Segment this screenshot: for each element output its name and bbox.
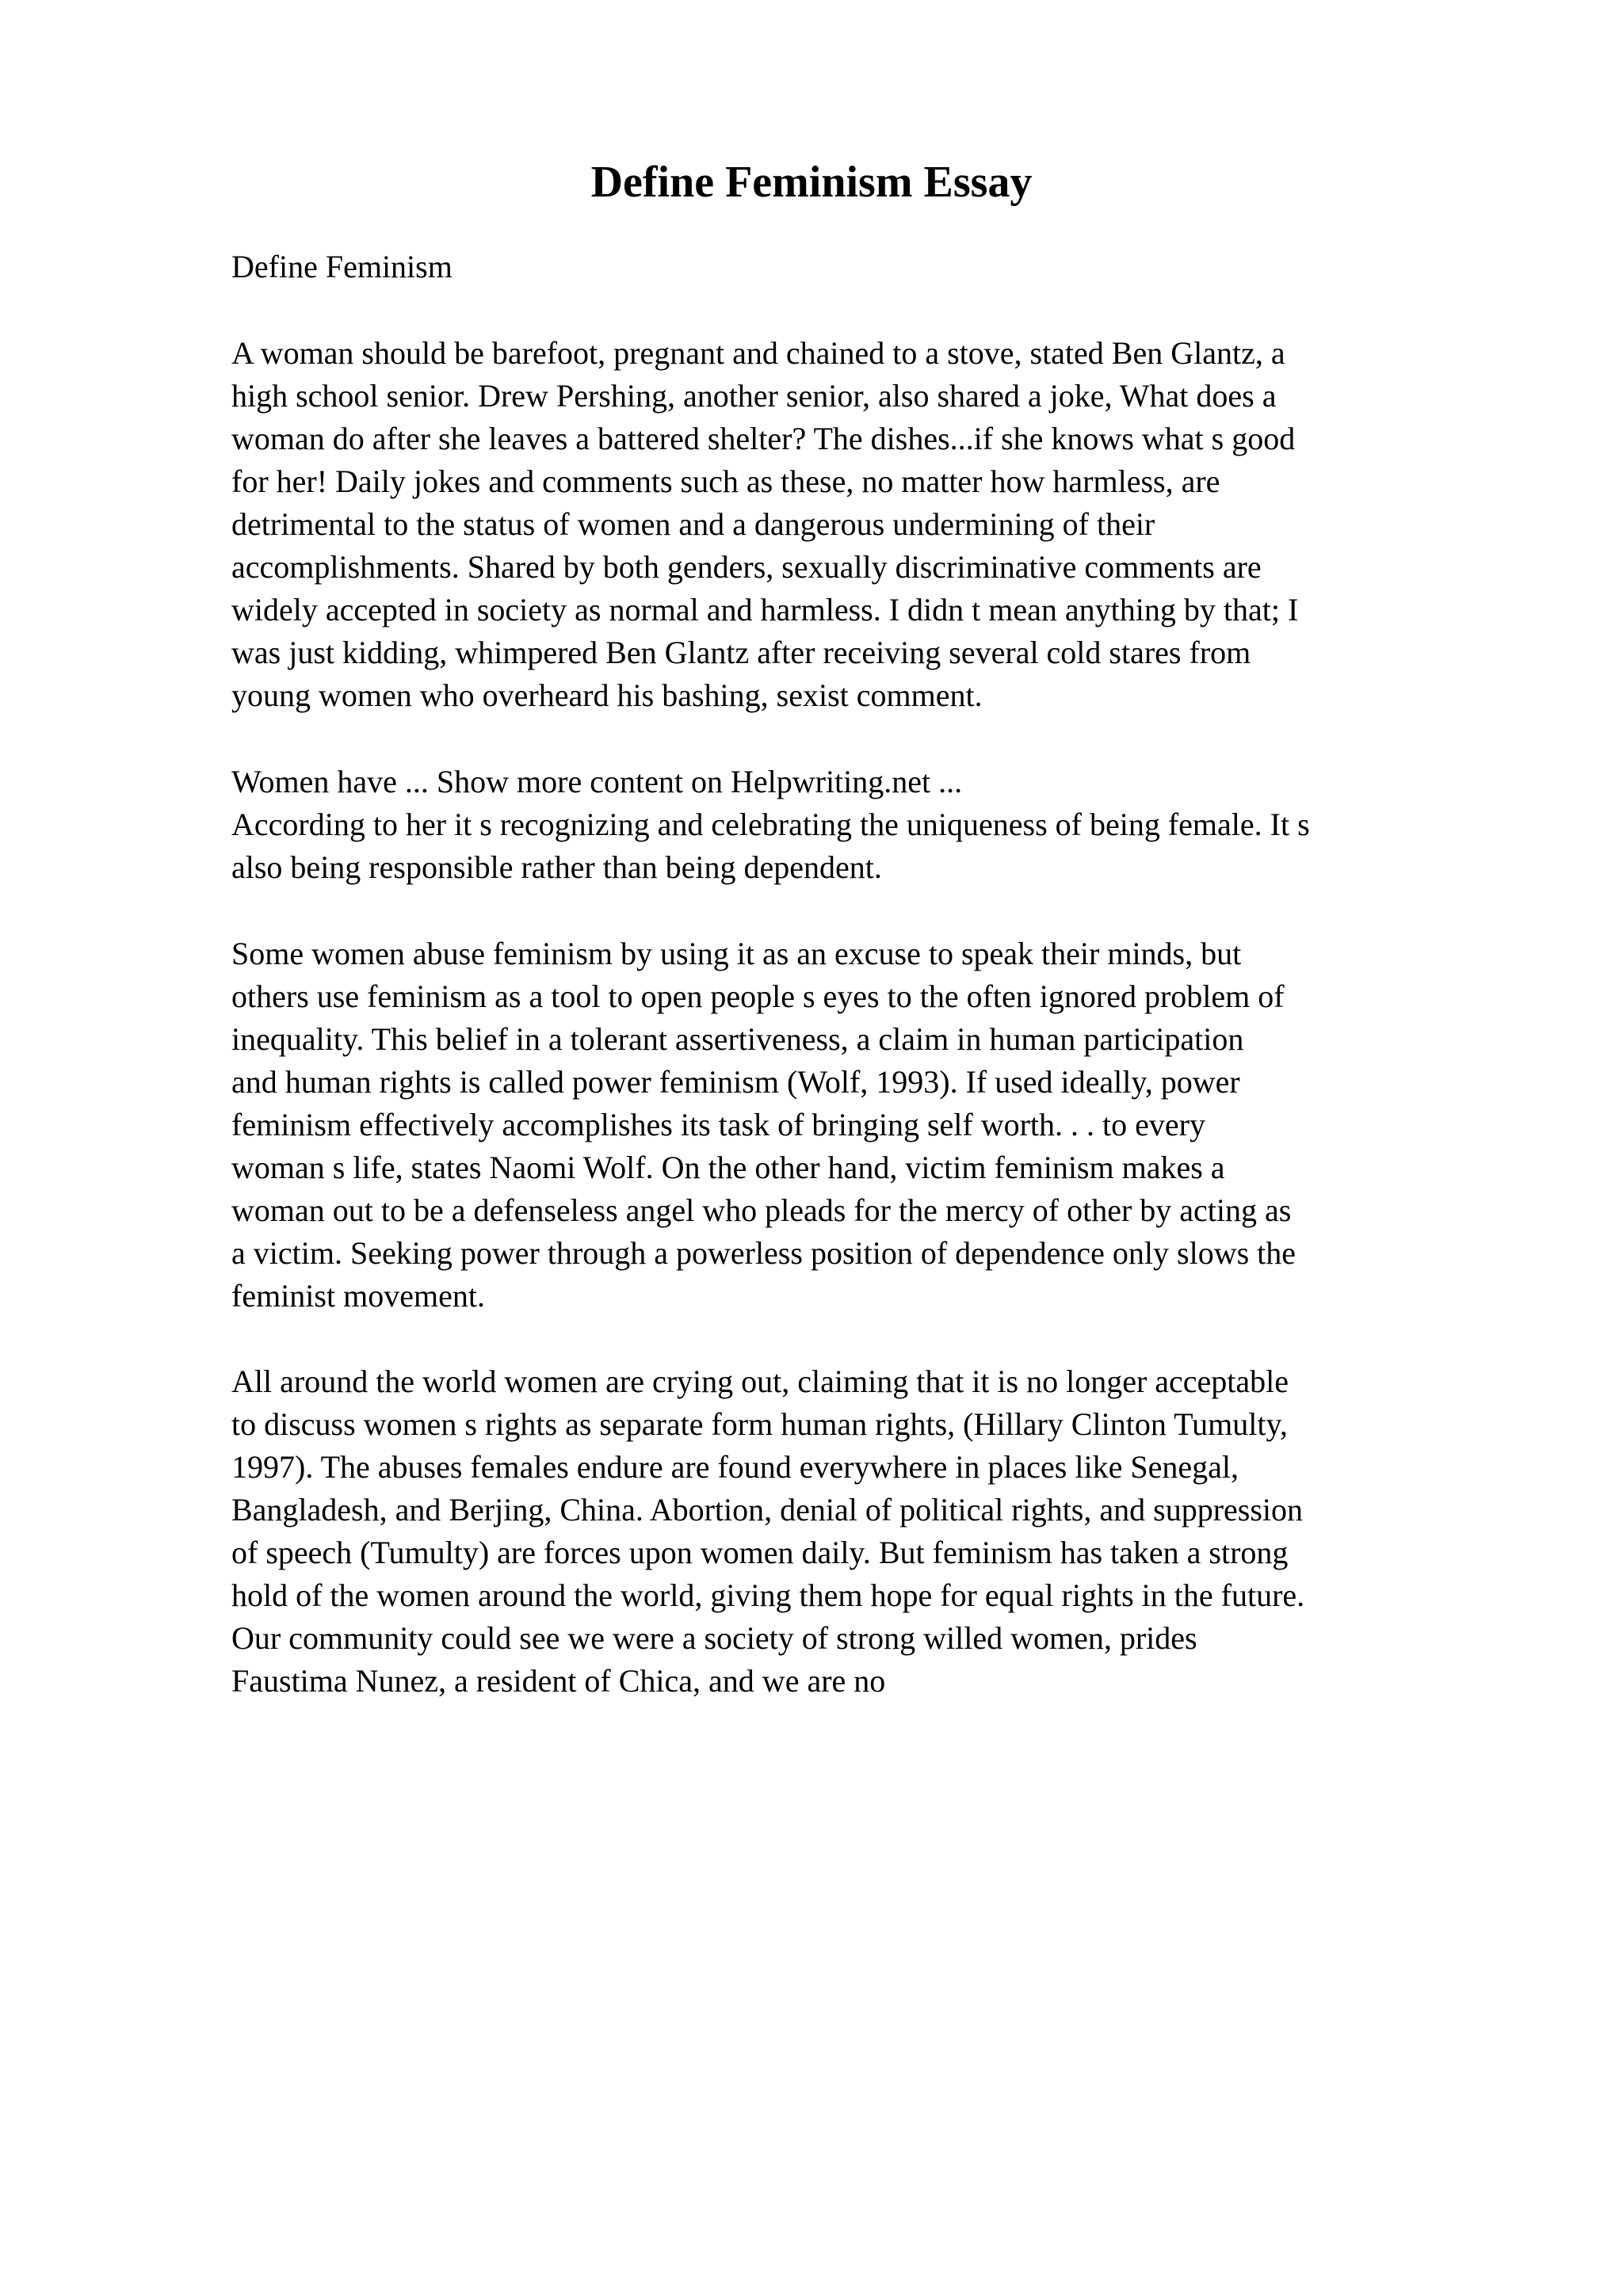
text-line: to discuss women s rights as separate form human rights, (Hillary Clinton Tumulty, <box>231 1406 1288 1442</box>
text-line: hold of the women around the world, giving them hope for equal rights in the future. <box>231 1577 1305 1613</box>
text-line: widely accepted in society as normal and harmless. I didn t mean anything by that; I <box>231 592 1299 627</box>
text-line: woman do after she leaves a battered shelter? The dishes...if she knows what s good <box>231 421 1296 456</box>
text-line: Women have ... Show more content on Helpwriting.net ... <box>231 764 963 799</box>
text-line: 1997). The abuses females endure are found everywhere in places like Senegal, <box>231 1449 1239 1485</box>
text-line: Faustima Nunez, a resident of Chica, and we are no <box>231 1663 886 1699</box>
text-line: young women who overheard his bashing, sexist comment. <box>231 677 983 713</box>
text-line: others use feminism as a tool to open people s eyes to the often ignored problem of <box>231 978 1285 1014</box>
text-line: accomplishments. Shared by both genders, sexually discriminative comments are <box>231 549 1262 585</box>
text-line: Our community could see we were a society of strong willed women, prides <box>231 1620 1197 1656</box>
text-line: for her! Daily jokes and comments such as these, no matter how harmless, are <box>231 463 1220 499</box>
document-title: Define Feminism Essay <box>590 158 1033 207</box>
text-line: inequality. This belief in a tolerant assertiveness, a claim in human participation <box>231 1021 1244 1057</box>
paragraph-2 <box>231 761 1515 889</box>
text-line: high school senior. Drew Pershing, another senior, also shared a joke, What does a <box>231 378 1277 414</box>
document-subtitle: Define Feminism <box>231 249 453 284</box>
text-line: Some women abuse feminism by using it as an excuse to speak their minds, but <box>231 936 1242 971</box>
paragraph-1 <box>231 332 1515 717</box>
paragraph-4 <box>231 1360 1515 1703</box>
text-line: feminism effectively accomplishes its task of bringing self worth. . . to every <box>231 1107 1205 1142</box>
text-line: All around the world women are crying out, claiming that it is no longer acceptable <box>231 1363 1289 1399</box>
text-line: of speech (Tumulty) are forces upon women daily. But feminism has taken a strong <box>231 1535 1289 1570</box>
text-line: and human rights is called power feminism (Wolf, 1993). If used ideally, power <box>231 1064 1240 1100</box>
paragraph-3 <box>231 933 1515 1318</box>
text-line: Bangladesh, and Berjing, China. Abortion, denial of political rights, and suppression <box>231 1492 1304 1527</box>
text-line: a victim. Seeking power through a powerless position of dependence only slows the <box>231 1235 1296 1271</box>
text-line: A woman should be barefoot, pregnant and chained to a stove, stated Ben Glantz, a <box>231 335 1285 371</box>
text-line: feminist movement. <box>231 1278 485 1314</box>
text-line: woman s life, states Naomi Wolf. On the other hand, victim feminism makes a <box>231 1150 1225 1185</box>
text-line: was just kidding, whimpered Ben Glantz after receiving several cold stares from <box>231 635 1251 670</box>
text-line: woman out to be a defenseless angel who pleads for the mercy of other by acting as <box>231 1192 1292 1228</box>
text-line: detrimental to the status of women and a dangerous undermining of their <box>231 506 1155 542</box>
text-line: According to her it s recognizing and celebrating the uniqueness of being female. It s <box>231 807 1310 842</box>
text-line: also being responsible rather than being dependent. <box>231 849 882 885</box>
